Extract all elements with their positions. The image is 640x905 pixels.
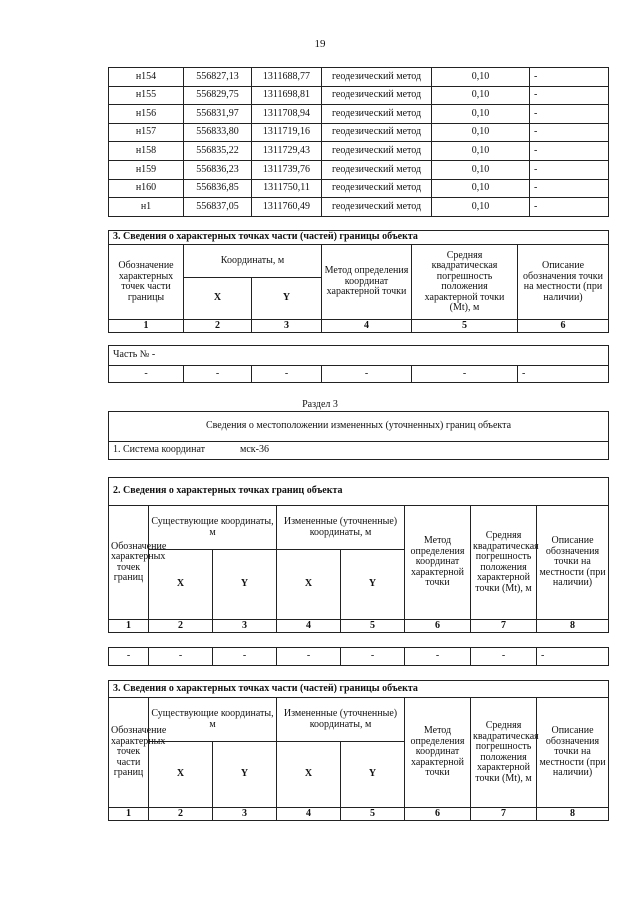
col-number: 1 (109, 320, 184, 333)
coord-y: 1311760,49 (252, 198, 322, 217)
coord-x: 556827,13 (184, 68, 252, 87)
section2-part3-title: 3. Сведения о характерных точках части (частей) границы объекта (109, 231, 609, 245)
col-number: 3 (252, 320, 322, 333)
table-row (109, 198, 609, 217)
point-id: н1 (109, 198, 184, 217)
method: геодезический метод (322, 142, 432, 161)
header-changed: Измененные (уточненные) координаты, м (277, 506, 405, 550)
table-row (109, 68, 609, 87)
method: геодезический метод (322, 198, 432, 217)
point-id: н158 (109, 142, 184, 161)
page-number: 19 (314, 38, 326, 50)
header-x: X (149, 550, 213, 620)
section2-part3-table (108, 230, 609, 333)
section3-heading: Раздел 3 (302, 399, 338, 410)
dash-cell: - (412, 366, 518, 383)
header-coords: Координаты, м (184, 245, 322, 278)
table-row (109, 123, 609, 142)
description: - (530, 198, 609, 217)
coord-x: 556831,97 (184, 105, 252, 124)
header-designation: Обозначение характерных точек части границ (109, 698, 149, 808)
header-mt: Средняя квадратическая погрешность положения характерной точки (Mt), м (412, 245, 518, 320)
method: геодезический метод (322, 105, 432, 124)
col-number: 4 (277, 808, 341, 821)
header-existing: Существующие координаты, м (149, 698, 277, 742)
mt-value: 0,10 (432, 123, 530, 142)
table-row (109, 142, 609, 161)
header-desc: Описание обозначения точки на местности (при наличии) (537, 506, 609, 620)
coord-y: 1311739,76 (252, 160, 322, 179)
col-number: 6 (518, 320, 609, 333)
col-number: 5 (412, 320, 518, 333)
section3-part3-title: 3. Сведения о характерных точках части (частей) границы объекта (109, 681, 609, 698)
col-number: 7 (471, 620, 537, 633)
col-number: 4 (322, 320, 412, 333)
header-existing: Существующие координаты, м (149, 506, 277, 550)
table-row (109, 86, 609, 105)
point-id: н156 (109, 105, 184, 124)
header-method: Метод определения координат характерной точки (405, 506, 471, 620)
header-x: X (277, 550, 341, 620)
col-number: 3 (213, 620, 277, 633)
dash-cell: - (184, 366, 252, 383)
dash-cell: - (277, 648, 341, 666)
description: - (530, 68, 609, 87)
mt-value: 0,10 (432, 160, 530, 179)
mt-value: 0,10 (432, 142, 530, 161)
coord-system-row (109, 442, 609, 460)
table-row (109, 105, 609, 124)
header-y: Y (252, 278, 322, 320)
header-y: Y (341, 742, 405, 808)
mt-value: 0,10 (432, 68, 530, 87)
col-number: 5 (341, 808, 405, 821)
header-y: Y (341, 550, 405, 620)
coord-x: 556836,23 (184, 160, 252, 179)
coord-y: 1311729,43 (252, 142, 322, 161)
coord-y: 1311688,77 (252, 68, 322, 87)
header-designation: Обозначение характерных точек границ (109, 506, 149, 620)
coord-x: 556837,05 (184, 198, 252, 217)
mt-value: 0,10 (432, 179, 530, 198)
section3-part2-dash-row (108, 647, 609, 666)
method: геодезический метод (322, 179, 432, 198)
point-id: н155 (109, 86, 184, 105)
col-number: 4 (277, 620, 341, 633)
header-y: Y (213, 550, 277, 620)
method: геодезический метод (322, 86, 432, 105)
col-number: 3 (213, 808, 277, 821)
col-number: 6 (405, 620, 471, 633)
point-id: н157 (109, 123, 184, 142)
coord-x: 556833,80 (184, 123, 252, 142)
coord-y: 1311719,16 (252, 123, 322, 142)
dash-cell: - (471, 648, 537, 666)
mt-value: 0,10 (432, 198, 530, 217)
col-number: 8 (537, 808, 609, 821)
header-designation: Обозначение характерных точек части границы (109, 245, 184, 320)
coord-x: 556836,85 (184, 179, 252, 198)
method: геодезический метод (322, 123, 432, 142)
header-mt: Средняя квадратическая погрешность положения характерной точки (Mt), м (471, 506, 537, 620)
description: - (530, 160, 609, 179)
section3-title: Сведения о местоположении измененных (уточненных) границ объекта (109, 412, 609, 442)
part-no-table (108, 345, 609, 383)
section3-part2-title: 2. Сведения о характерных точках границ объекта (109, 478, 609, 506)
header-desc: Описание обозначения точки на местности (при наличии) (518, 245, 609, 320)
mt-value: 0,10 (432, 86, 530, 105)
header-changed: Измененные (уточненные) координаты, м (277, 698, 405, 742)
dash-cell: - (109, 648, 149, 666)
coord-x: 556829,75 (184, 86, 252, 105)
dash-cell: - (322, 366, 412, 383)
dash-cell: - (109, 366, 184, 383)
header-method: Метод определения координат характерной точки (405, 698, 471, 808)
point-id: н160 (109, 179, 184, 198)
coord-y: 1311708,94 (252, 105, 322, 124)
dash-cell: - (518, 366, 609, 383)
col-number: 1 (109, 808, 149, 821)
col-number: 2 (184, 320, 252, 333)
dash-cell: - (252, 366, 322, 383)
method: геодезический метод (322, 68, 432, 87)
part-no-label: Часть № - (109, 346, 609, 366)
description: - (530, 142, 609, 161)
col-number: 2 (149, 620, 213, 633)
col-number: 1 (109, 620, 149, 633)
method: геодезический метод (322, 160, 432, 179)
mt-value: 0,10 (432, 105, 530, 124)
dash-cell: - (537, 648, 609, 666)
description: - (530, 86, 609, 105)
header-mt: Средняя квадратическая погрешность положения характерной точки (Mt), м (471, 698, 537, 808)
dash-cell: - (341, 648, 405, 666)
coord-system-label: 1. Система координат (113, 444, 206, 456)
dash-cell: - (213, 648, 277, 666)
table-row (109, 179, 609, 198)
header-x: X (277, 742, 341, 808)
table-row (109, 160, 609, 179)
coord-y: 1311698,81 (252, 86, 322, 105)
coord-y: 1311750,11 (252, 179, 322, 198)
col-number: 5 (341, 620, 405, 633)
dash-cell: - (149, 648, 213, 666)
header-y: Y (213, 742, 277, 808)
col-number: 2 (149, 808, 213, 821)
header-method: Метод определения координат характерной точки (322, 245, 412, 320)
section3-part2-table (108, 477, 609, 633)
col-number: 7 (471, 808, 537, 821)
header-x: X (149, 742, 213, 808)
point-id: н159 (109, 160, 184, 179)
col-number: 8 (537, 620, 609, 633)
section3-part3-table (108, 680, 609, 821)
description: - (530, 123, 609, 142)
points-table (108, 67, 609, 217)
point-id: н154 (109, 68, 184, 87)
col-number: 6 (405, 808, 471, 821)
dash-cell: - (405, 648, 471, 666)
description: - (530, 179, 609, 198)
header-desc: Описание обозначения точки на местности (при наличии) (537, 698, 609, 808)
coord-system-value: мск-36 (240, 444, 269, 456)
header-x: X (184, 278, 252, 320)
description: - (530, 105, 609, 124)
coord-x: 556835,22 (184, 142, 252, 161)
section3-title-table (108, 411, 609, 460)
